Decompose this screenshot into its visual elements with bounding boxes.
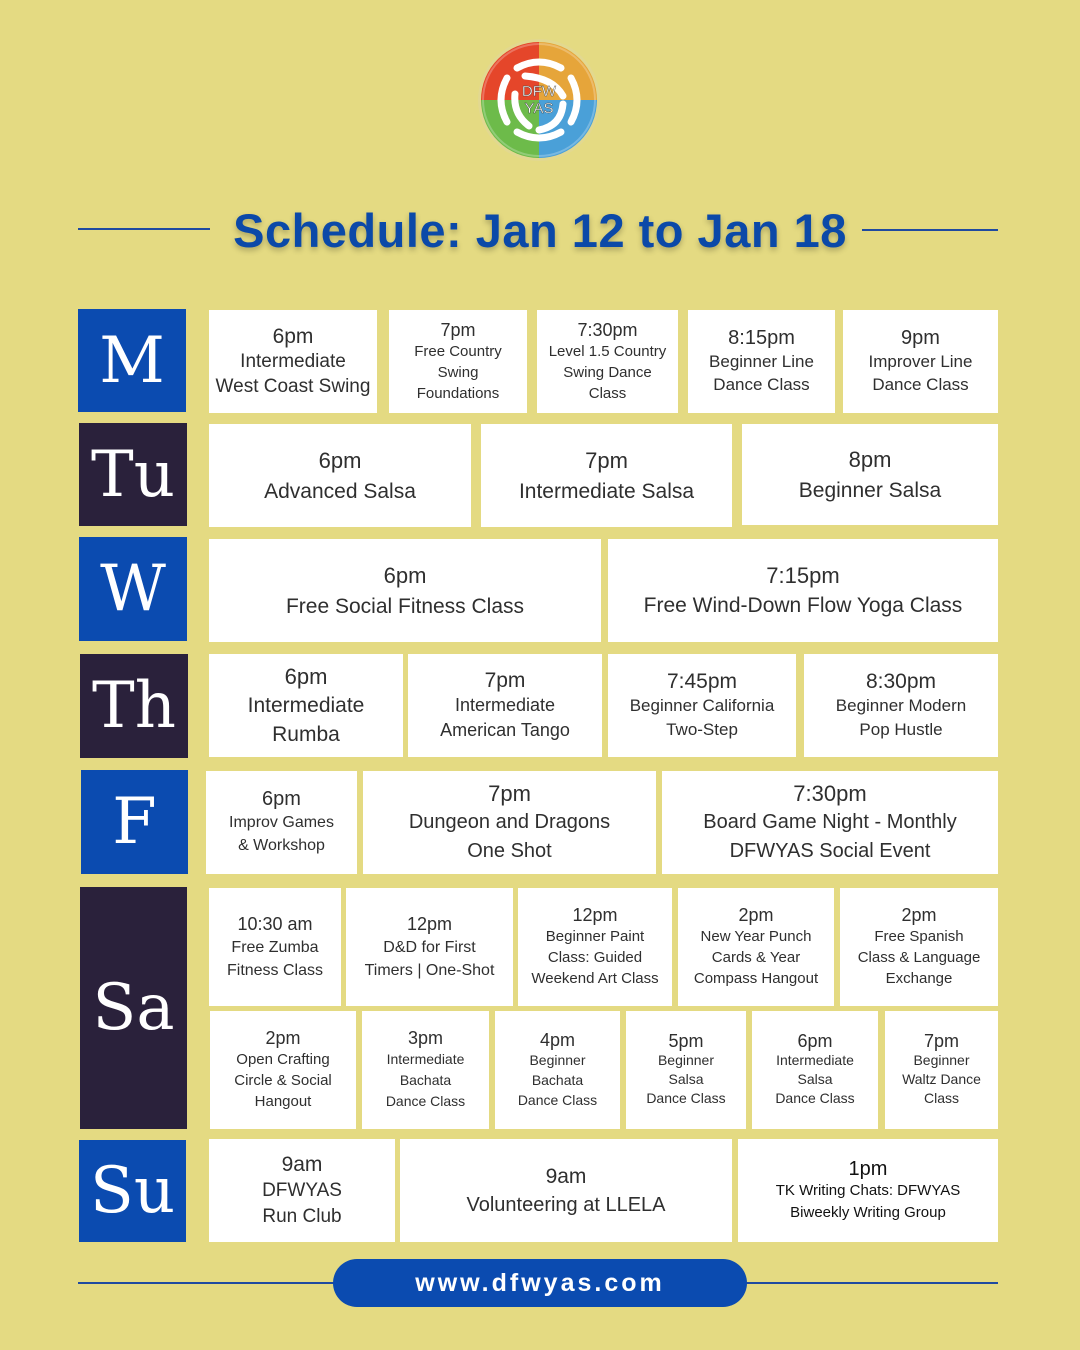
event-card[interactable] [481,424,732,527]
event-time: 9am [545,1164,587,1188]
event-time: 7:30pm [793,781,867,806]
event-time: 4pm [539,1030,575,1050]
day-label-friday: F [81,770,188,874]
event-card[interactable] [742,424,998,525]
event-time: 1pm [848,1157,888,1180]
event-name: Free Country Swing Foundations [414,342,502,402]
event-name: Beginner Bachata Dance Class [517,1052,598,1108]
event-card[interactable] [209,654,403,757]
event-name: Beginner Salsa Dance Class [646,1052,726,1106]
event-time: 7pm [923,1031,959,1051]
event-time: 3pm [407,1028,443,1048]
event-card[interactable] [738,1139,998,1242]
event-time: 2pm [738,905,774,925]
event-name: New Year Punch Cards & Year Compass Hangout [693,928,819,987]
event-time: 2pm [901,905,937,925]
event-name: Intermediate American Tango [440,695,570,740]
event-time: 6pm [318,447,362,473]
event-time: 7:45pm [666,669,738,693]
event-card[interactable] [885,1011,998,1129]
event-card[interactable] [209,310,377,413]
title-rule-right [862,229,998,231]
event-card[interactable] [662,771,998,874]
event-name: Beginner Line Dance Class [709,352,814,394]
title-rule-left [78,228,210,230]
website-link[interactable]: www.dfwyas.com [333,1259,747,1307]
event-name: Intermediate Rumba [247,694,365,746]
event-card[interactable] [362,1011,489,1129]
event-name: Beginner Modern Pop Hustle [835,695,967,739]
event-name: Beginner Waltz Dance Class [902,1052,981,1106]
event-name: Beginner Paint Class: Guided Weekend Art Class [531,928,659,987]
event-name: Level 1.5 Country Swing Dance Class [548,342,667,402]
event-time: 7:30pm [577,319,638,340]
event-time: 2pm [265,1028,301,1048]
event-time: 6pm [284,664,328,689]
day-label-wednesday: W [79,537,187,641]
event-card[interactable] [408,654,602,757]
event-name: Free Zumba Fitness Class [226,938,324,979]
event-name: Intermediate Salsa Dance Class [775,1052,855,1106]
event-card[interactable] [209,539,601,642]
event-name: Beginner Salsa [798,478,942,502]
event-time: 6pm [262,788,301,810]
event-name: TK Writing Chats: DFWYAS Biweekly Writing Group [775,1181,961,1221]
event-card[interactable] [804,654,998,757]
event-card[interactable] [608,654,796,757]
event-name: Intermediate Bachata Dance Class [385,1051,466,1109]
day-label-monday: M [78,309,186,412]
event-card[interactable] [843,310,998,413]
event-name: Dungeon and Dragons One Shot [408,811,611,862]
day-label-saturday: Sa [80,887,187,1129]
event-card[interactable] [626,1011,746,1129]
event-card[interactable] [495,1011,620,1129]
page-title: Schedule: Jan 12 to Jan 18 [233,204,847,257]
event-name: Beginner California Two-Step [629,695,775,739]
event-time: 12pm [406,913,453,934]
event-card[interactable] [840,888,998,1006]
event-card[interactable] [752,1011,878,1129]
event-time: 7pm [484,669,526,692]
event-name: Intermediate West Coast Swing [215,351,371,397]
day-label-thursday: Th [80,654,188,758]
event-name: Advanced Salsa [264,479,416,503]
event-card[interactable] [400,1139,732,1242]
event-time: 7pm [488,781,531,806]
event-card[interactable] [209,888,341,1006]
event-name: Improver Line Dance Class [868,352,973,394]
event-card[interactable] [206,771,357,874]
event-time: 9pm [901,327,940,349]
event-card[interactable] [210,1011,356,1129]
day-label-sunday: Su [79,1140,186,1242]
svg-text:YAS: YAS [524,100,554,117]
dfwyas-logo [477,38,601,162]
event-time: 8:30pm [865,669,937,693]
event-time: 8pm [848,446,892,472]
event-name: DFWYAS Run Club [262,1179,342,1227]
event-card[interactable] [688,310,835,413]
event-time: 6pm [272,325,314,348]
event-card[interactable] [518,888,672,1006]
event-name: Open Crafting Circle & Social Hangout [234,1051,332,1110]
event-time: 7pm [440,319,476,340]
event-card[interactable] [608,539,998,642]
day-label-tuesday: Tu [79,423,187,526]
event-card[interactable] [363,771,656,874]
event-time: 10:30 am [237,913,313,934]
svg-text:DFW: DFW [521,83,557,100]
event-name: Volunteering at LLELA [466,1193,666,1216]
event-time: 6pm [383,562,427,588]
event-name: Free Spanish Class & Language Exchange [857,928,981,987]
event-name: D&D for First Timers | One-Shot [364,938,495,979]
event-name: Board Game Night - Monthly DFWYAS Social Event [703,811,957,862]
event-card[interactable] [209,1139,395,1242]
event-card[interactable] [537,310,678,413]
event-name: Intermediate Salsa [518,479,695,503]
event-card[interactable] [678,888,834,1006]
event-name: Free Wind-Down Flow Yoga Class [643,593,963,617]
event-card[interactable] [389,310,527,413]
event-time: 5pm [668,1031,704,1051]
event-name: Improv Games & Workshop [229,814,334,854]
event-name: Free Social Fitness Class [285,594,525,618]
event-time: 7pm [585,447,628,473]
event-time: 12pm [572,905,618,925]
event-card[interactable] [346,888,513,1006]
event-time: 7:15pm [766,562,840,588]
event-time: 8:15pm [728,327,795,349]
event-time: 6pm [797,1031,833,1051]
event-time: 9am [281,1152,323,1176]
event-card[interactable] [209,424,471,527]
